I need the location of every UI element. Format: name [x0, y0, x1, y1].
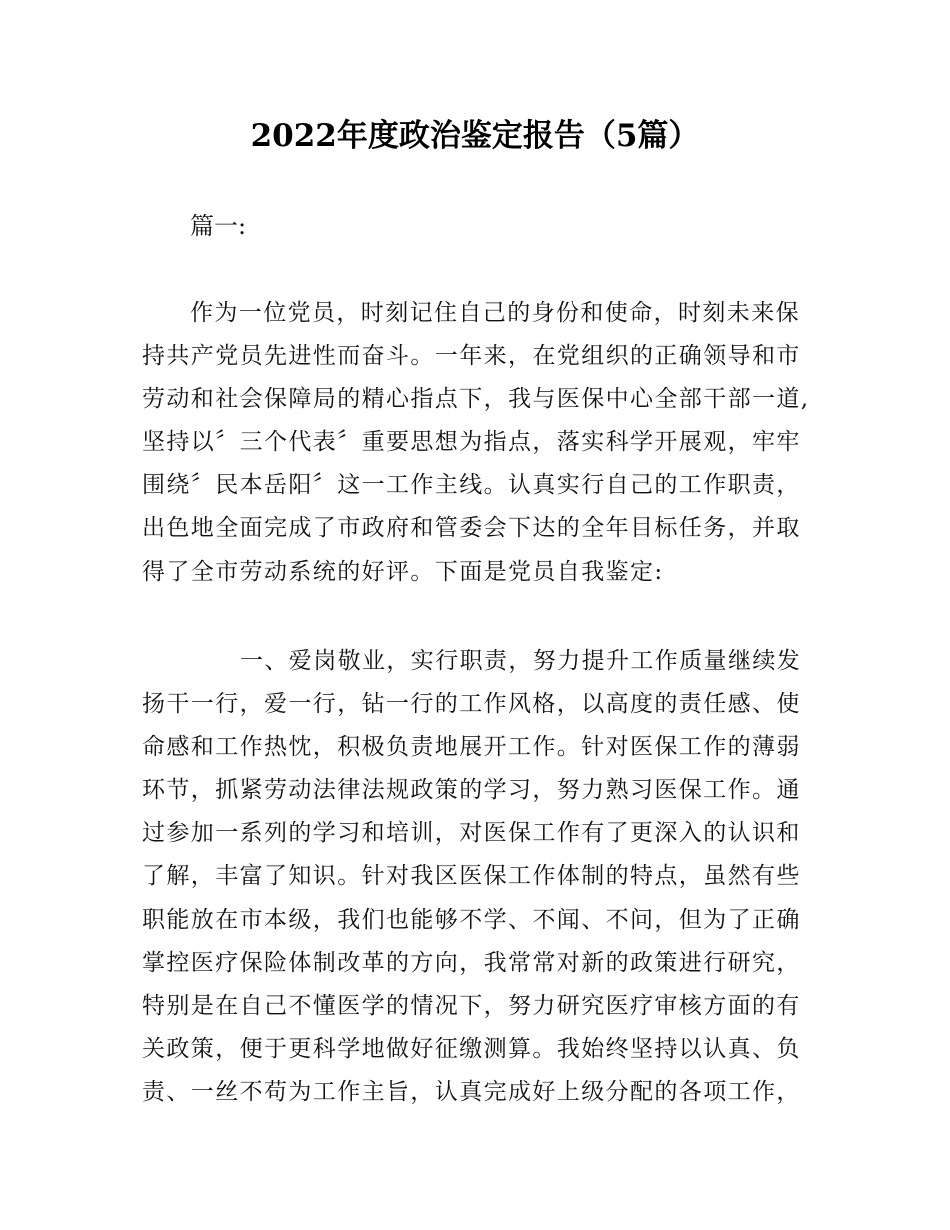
paragraph-line: 关政策，便于更科学地做好征缴测算。我始终坚持以认真、负: [142, 1035, 801, 1062]
paragraph-line: 出色地全面完成了市政府和管委会下达的全年目标任务，并取: [142, 515, 801, 542]
paragraph-line: 劳动和社会保障局的精心指点下，我与医保中心全部干部一道,: [142, 386, 810, 413]
paragraph-1: [142, 292, 812, 594]
paragraph-line: 过参加一系列的学习和培训，对医保工作有了更深入的认识和: [142, 820, 801, 847]
paragraph-line: 围绕〞民本岳阳〞这一工作主线。认真实行自己的工作职责，: [142, 472, 801, 499]
paragraph-line: 持共产党员先进性而奋斗。一年来，在党组织的正确领导和市: [142, 343, 801, 370]
paragraph-line: 一、爱岗敬业，实行职责，努力提升工作质量继续发: [240, 648, 802, 674]
paragraph-2: [142, 640, 812, 1114]
document-title: 2022年度政治鉴定报告（5篇）: [250, 118, 700, 154]
paragraph-line: 职能放在市本级，我们也能够不学、不闻、不问，但为了正确: [142, 906, 801, 933]
paragraph-line: 命感和工作热忱，积极负责地展开工作。针对医保工作的薄弱: [142, 734, 801, 761]
paragraph-line: 扬干一行，爱一行，钻一行的工作风格，以高度的责任感、使: [142, 691, 801, 718]
paragraph-line: 环节，抓紧劳动法律法规政策的学习，努力熟习医保工作。通: [142, 777, 801, 804]
paragraph-line: 坚持以〞三个代表〞重要思想为指点，落实科学开展观，牢牢: [142, 429, 801, 456]
section-label: 篇一:: [190, 212, 247, 240]
paragraph-line: 掌控医疗保险体制改革的方向，我常常对新的政策进行研究，: [142, 949, 801, 976]
paragraph-line: 特别是在自己不懂医学的情况下，努力研究医疗审核方面的有: [142, 992, 801, 1019]
paragraph-line: 了解，丰富了知识。针对我区医保工作体制的特点，虽然有些: [142, 863, 801, 890]
paragraph-line: 作为一位党员，时刻记住自己的身份和使命，时刻未来保: [190, 300, 800, 326]
paragraph-line: 得了全市劳动系统的好评。下面是党员自我鉴定:: [142, 558, 664, 585]
paragraph-line: 责、一丝不苟为工作主旨，认真完成好上级分配的各项工作，: [142, 1078, 801, 1105]
